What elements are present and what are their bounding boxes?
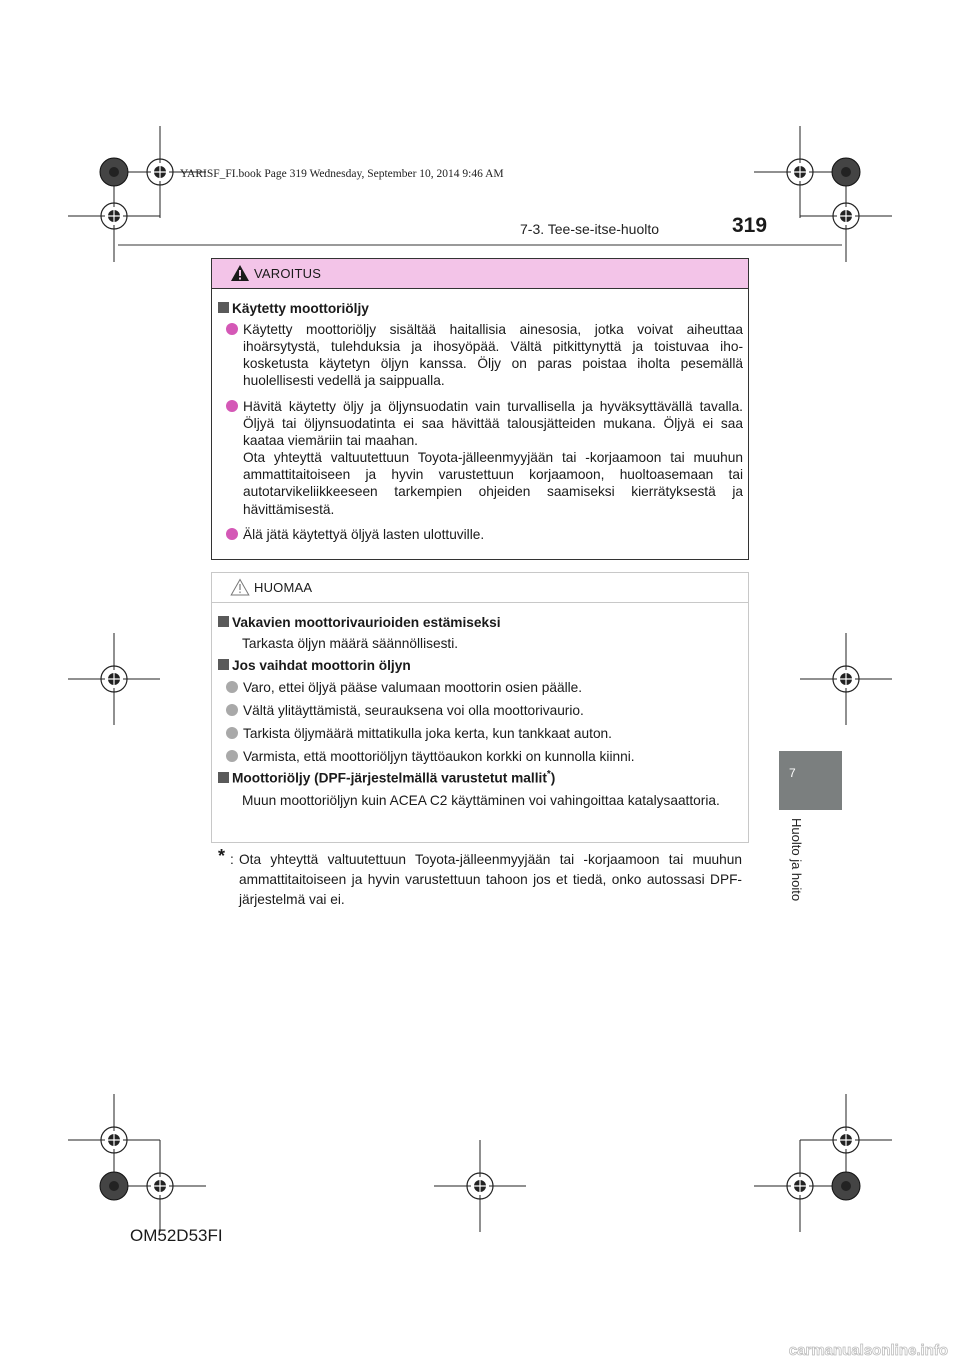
warning-triangle-icon <box>230 264 250 282</box>
header-rule <box>118 244 842 246</box>
watermark <box>0 1340 960 1358</box>
section-title: 7-3. Tee-se-itse-huolto <box>520 221 660 237</box>
chapter-tab <box>779 751 842 810</box>
notice-section-heading: Jos vaihdat moottorin öljyn <box>218 658 411 673</box>
footnote <box>218 846 742 910</box>
chapter-side-label-text: Huolto ja hoito <box>789 818 804 902</box>
warning-item: Hävitä käytetty öljy ja öljynsuodatin vain turvallisella ja hyväksyttävällä tavalla. Öljyä tai öljynsuodatinta ei saa hävittää talousjätteiden mukana. Öljyä ei saa kaataa viemäriin tai maahan. Ota yhteyttä valtuutettuun Toyota-jälleenmyyjään tai -korjaamoon tai muuhun ammattitaitoiseen ja hyvin varustettuun korjaamoon, huoltoasemaan tai autotarvikeliikkeeseen tarkempien ohjeiden saamiseksi kierrätyksestä ja hävittämisestä. <box>226 398 743 518</box>
square-bullet-icon <box>218 616 229 627</box>
caution-triangle-icon <box>230 578 250 596</box>
warning-section-heading: Käytetty moottoriöljy <box>218 301 369 316</box>
warning-item: Älä jätä käytettyä öljyä lasten ulottuville. <box>226 526 743 543</box>
footnote-marker: * <box>218 846 226 866</box>
notice-section-heading: Vakavien moottorivaurioiden estämiseksi <box>218 615 501 630</box>
bullet-dot-icon <box>226 750 238 762</box>
notice-title: HUOMAA <box>254 580 313 595</box>
bullet-dot-icon <box>226 400 238 412</box>
warning-box-header <box>212 259 748 289</box>
square-bullet-icon <box>218 659 229 670</box>
bullet-dot-icon <box>226 704 238 716</box>
sunburst-mark-bottom-left <box>100 1172 128 1200</box>
sunburst-mark-top-right <box>832 158 860 186</box>
crosshair-mark-bottom-center <box>434 1140 526 1232</box>
bullet-dot-icon <box>226 681 238 693</box>
notice-box <box>211 572 749 843</box>
watermark-text <box>0 1340 960 1358</box>
page-number: 319 <box>732 214 768 237</box>
warning-box <box>211 258 749 560</box>
notice-item: Tarkista öljymäärä mittatikulla joka kerta, kun tankkaat auton. <box>226 725 743 742</box>
warning-item: Käytetty moottoriöljy sisältää haitallisia ainesosia, jotka voivat aiheuttaa ihoärsytystä, tulehduksia ja ihosyöpää. Vältä pitkittynyttä ja toistuvaa ihokosketusta käytetyn öljyn kanssa. Öljy on paras poistaa iholta pesemällä huolellisesti vedellä ja saippualla. <box>226 321 743 389</box>
square-bullet-icon <box>218 302 229 313</box>
document-code: OM52D53FI <box>130 1226 223 1245</box>
warning-title: VAROITUS <box>254 266 322 281</box>
footnote-text: Ota yhteyttä valtuutettuun Toyota-jälleenmyyjään tai -korjaamoon tai muuhun ammattitaitoiseen ja hyvin varustettuun tahoon jos et tiedä, onko autossasi DPF-järjestelmä vai ei. <box>239 852 742 907</box>
notice-item: Varo, ettei öljyä pääse valumaan moottorin osien päälle. <box>226 679 743 696</box>
bullet-dot-icon <box>226 727 238 739</box>
notice-box-header <box>212 573 748 603</box>
book-info-line: YARISF_FI.book Page 319 Wednesday, September 10, 2014 9:46 AM <box>180 168 504 180</box>
square-bullet-icon <box>218 772 229 783</box>
sunburst-mark-top-left <box>100 158 128 186</box>
footnote-colon: : <box>230 852 234 867</box>
notice-item: Vältä ylitäyttämistä, seurauksena voi olla moottorivaurio. <box>226 702 743 719</box>
notice-section-heading: Moottoriöljy (DPF-järjestelmällä varustetut mallit*) <box>218 769 555 786</box>
crosshair-mark-mid-left <box>68 633 160 725</box>
bullet-dot-icon <box>226 528 238 540</box>
bullet-dot-icon <box>226 323 238 335</box>
notice-text: Tarkasta öljyn määrä säännöllisesti. <box>242 636 459 651</box>
notice-item: Varmista, että moottoriöljyn täyttöaukon korkki on kunnolla kiinni. <box>226 748 743 765</box>
chapter-tab-number: 7 <box>789 766 796 780</box>
crosshair-mark-mid-right <box>800 633 892 725</box>
svg-text:carmanualsonline.info: carmanualsonline.info <box>788 1342 948 1358</box>
chapter-side-label <box>786 818 806 918</box>
sunburst-mark-bottom-right <box>832 1172 860 1200</box>
notice-text: Muun moottoriöljyn kuin ACEA C2 käyttäminen voi vahingoittaa katalysaattoria. <box>242 793 720 808</box>
